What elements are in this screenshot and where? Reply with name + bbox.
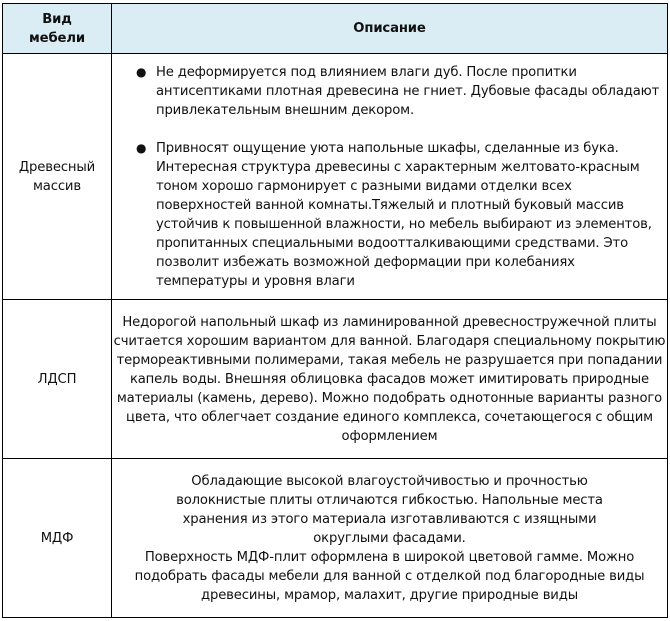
bullet-text: Не деформируется под влиянием влаги дуб. После пропитки антисептиками плотная древесина не гниет. Дубовые фасады обладают привлекательным внешним декором. <box>155 64 660 118</box>
bullet-icon: ● <box>135 64 147 79</box>
table-row <box>3 54 668 300</box>
description-bullet-list <box>112 63 667 291</box>
table-header-row <box>3 4 668 54</box>
description-paragraph: Недорогой напольный шкаф из ламинированной древесностружечной плиты считается хорошим вариантом для ванной. Благодаря специальному покрытию термореактивными полимерами, такая мебель не разрушается при попадании капель воды. Внешняя облицовка фасадов может имитировать природные материалы (камень, дерево). Можно подобрать однотонные варианты разного цвета, что облегчает создание единого комплекса, сочетающегося с общим оформлением <box>113 314 666 444</box>
header-description: Описание <box>111 4 667 54</box>
bullet-item <box>135 139 661 291</box>
furniture-comparison-table <box>2 3 668 618</box>
bullet-text: Привносят ощущение уюта напольные шкафы, сделанные из бука. Интересная структура древесины с характерным желтовато-красным тоном хорошо гармонирует с разными видами отделки всех поверхностей ванной комнаты.Тяжелый и плотный буковый массив устойчив к повышенной влажности, но мебель выбирают из элементов, пропитанных специальными водоотталкивающими средствами. Это позволит избежать возможной деформации при колебаниях температуры и уровня влаги <box>155 140 652 289</box>
bullet-item <box>135 63 661 120</box>
table-row <box>3 459 668 618</box>
row-description-ldsp <box>111 300 667 459</box>
row-description-mdf <box>111 459 667 618</box>
description-paragraph: Поверхность МДФ-плит оформлена в широкой цветовой гамме. Можно подобрать фасады мебели для ванной с отделкой под благородные виды древесины, мрамор, малахит, другие природные виды <box>134 549 645 603</box>
row-type-mdf: МДФ <box>3 459 112 618</box>
row-description-solid-wood <box>111 54 667 300</box>
header-furniture-type: Вид мебели <box>3 4 112 54</box>
description-paragraph: Обладающие высокой влагоустойчивостью и прочностью волокнистые плиты отличаются гибкостью. Напольные места хранения из этого материала изготавливаются с изящными округлыми фасадами. <box>176 473 603 546</box>
bullet-icon: ● <box>135 140 147 155</box>
row-type-solid-wood: Древесный массив <box>3 54 112 300</box>
row-type-ldsp: ЛДСП <box>3 300 112 459</box>
table-row <box>3 300 668 459</box>
